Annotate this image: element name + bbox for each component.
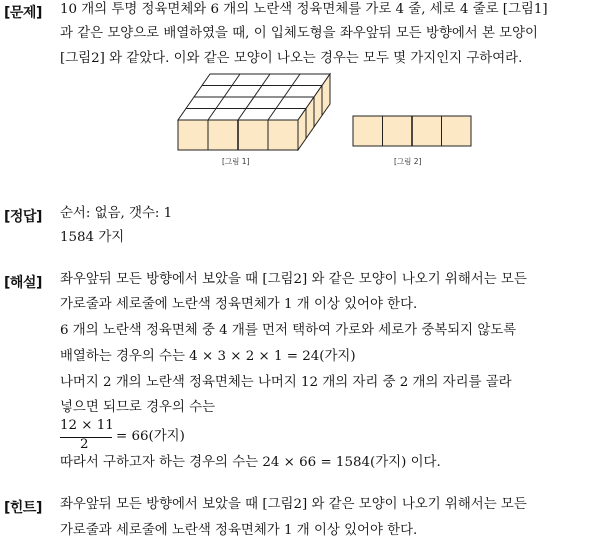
fraction-numerator: 12 × 11: [60, 418, 114, 433]
fraction-denominator: 2: [80, 437, 89, 452]
solution-line-6: 넣으면 되므로 경우의 수는: [60, 400, 216, 415]
solution-tag: [해설]: [4, 275, 42, 291]
answer-tag: [정답]: [4, 209, 42, 225]
fraction-result: = 66(가지): [116, 429, 185, 444]
answer-line-2: 1584 가지: [60, 230, 125, 245]
hint-line-2: 가로줄과 세로줄에 노란색 정육면체가 1 개 이상 있어야 한다.: [60, 523, 418, 538]
answer-line-1: 순서: 없음, 갯수: 1: [60, 206, 173, 221]
problem-tag: [문제]: [4, 5, 42, 21]
hint-line-1: 좌우앞뒤 모든 방향에서 보았을 때 [그림2] 와 같은 모양이 나오기 위해서는 모든: [60, 497, 527, 512]
problem-line-2: 과 같은 모양으로 배열하였을 때, 이 입체도형을 좌우앞뒤 모든 방향에서 본 모양이: [60, 26, 538, 41]
figure-1-caption: [그림 1]: [222, 157, 250, 166]
figure-2-caption: [그림 2]: [394, 157, 422, 166]
solution-line-5: 나머지 2 개의 노란색 정육면체는 나머지 12 개의 자리 중 2 개의 자리를 골라: [60, 375, 512, 390]
figure-2-front-view: [350, 114, 474, 148]
solution-line-4: 배열하는 경우의 수는 4 × 3 × 2 × 1 = 24(가지): [60, 349, 356, 364]
solution-line-1: 좌우앞뒤 모든 방향에서 보았을 때 [그림2] 와 같은 모양이 나오기 위해서는 모든: [60, 272, 527, 287]
solution-line-3: 6 개의 노란색 정육면체 중 4 개를 먼저 택하여 가로와 세로가 중복되지 않도록: [60, 323, 517, 338]
hint-tag: [힌트]: [4, 500, 42, 516]
problem-line-1: 10 개의 투명 정육면체와 6 개의 노란색 정육면체를 가로 4 줄, 세로 4 줄로 [그림1]: [60, 2, 548, 17]
solution-line-2: 가로줄과 세로줄에 노란색 정육면체가 1 개 이상 있어야 한다.: [60, 297, 418, 312]
figure-1-cube-block: [170, 66, 340, 151]
solution-final: 따라서 구하고자 하는 경우의 수는 24 × 66 = 1584(가지) 이다.: [60, 455, 441, 470]
problem-line-3: [그림2] 와 같았다. 이와 같은 모양이 나오는 경우는 모두 몇 가지인지 구하여라.: [60, 51, 523, 66]
